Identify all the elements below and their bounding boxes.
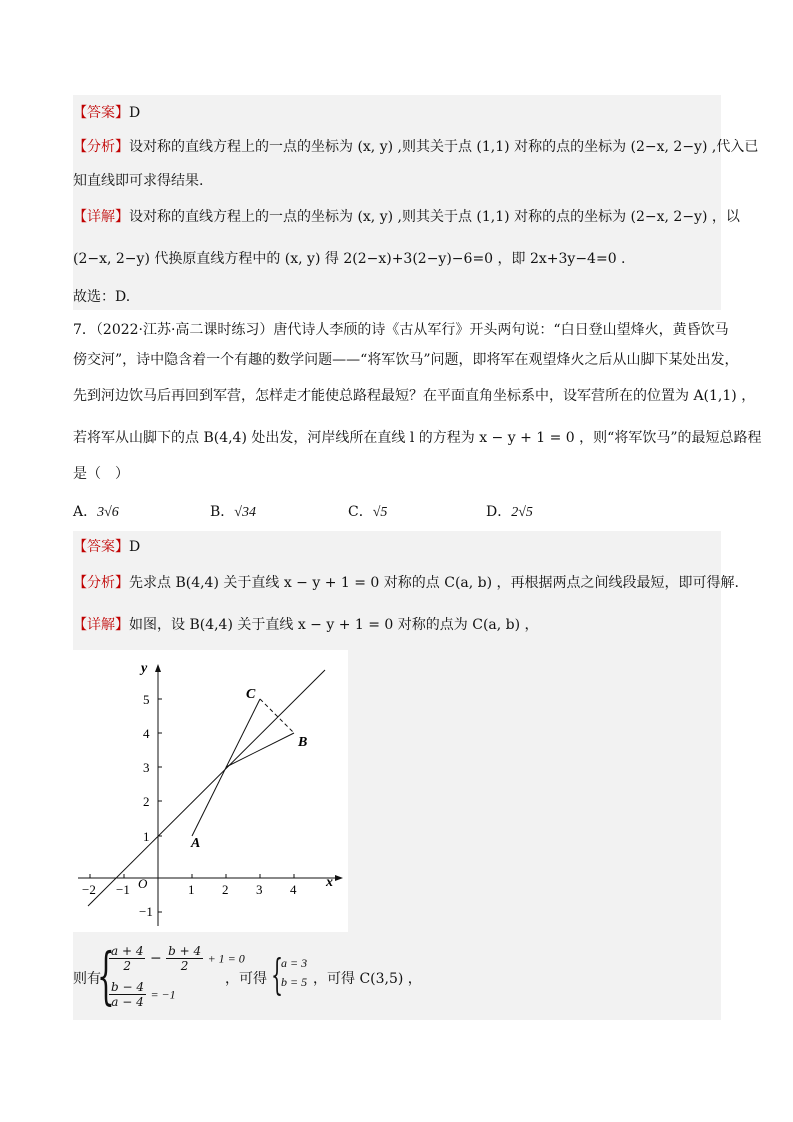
left-brace: { [97, 939, 115, 1012]
analysis-line-2 [73, 171, 203, 191]
solution-b: b = 5 [281, 975, 308, 989]
solution-a: a = 3 [281, 956, 308, 970]
analysis-text-1: 设对称的直线方程上的一点的坐标为 (x, y) ,则其关于点 (1,1) 对称的点的坐标为 (2−x, 2−y) ,代入已 [129, 139, 759, 155]
y-tick-label: 3 [143, 760, 150, 775]
analysis-text-2: 知直线即可求得结果. [73, 173, 204, 189]
system-prefix: 则有 [73, 971, 101, 987]
detail-text-b2: 如图，设 B(4,4) 关于直线 x − y + 1 = 0 对称的点为 C(a, b) ， [129, 617, 539, 633]
can-get-2: ，可得 C(3,5) ， [313, 971, 422, 987]
detail-tag-2: 【详解】 [73, 617, 129, 633]
x-tick-label: 1 [188, 882, 195, 897]
can-get-1: ，可得 [225, 971, 267, 987]
option-d [486, 502, 533, 523]
detail-tag: 【详解】 [73, 209, 129, 225]
y-tick-label: −1 [139, 904, 153, 919]
question-line-3: 先到河边饮马后再回到军营，怎样走才能使总路程最短？在平面直角坐标系中，设军营所在的位置为 A(1,1) ， [73, 388, 756, 404]
question-line-5: 是（ ） [73, 466, 129, 482]
x-axis-arrow-icon [335, 875, 343, 881]
option-c-value: √5 [372, 505, 388, 520]
analysis-tag: 【分析】 [73, 139, 129, 155]
y-tick-label: 4 [143, 726, 150, 741]
answer-tag: 【答案】 [73, 105, 129, 121]
option-d-label: D． [486, 504, 512, 520]
frac-b: $\frac{b + 4}{2}$ [168, 944, 202, 973]
point-c-label: C [246, 687, 256, 702]
answer-value-2: D [129, 539, 141, 555]
y-axis-arrow-icon [155, 664, 161, 672]
segment-pb [226, 733, 294, 767]
solution-block-1 [73, 95, 759, 310]
detail-line-1 [73, 207, 740, 227]
solution-values [281, 954, 307, 992]
frac-a: $\frac{a + 4}{2}$ [111, 944, 144, 973]
option-b [210, 502, 256, 523]
option-c [348, 502, 387, 523]
question-line-1: 7．（2022·江苏·高二课时练习）唐代诗人李颀的诗《古从军行》开头两句说：“白日登山望烽火，黄昏饮马 [73, 322, 729, 338]
conclusion-text: 故选：D. [73, 289, 131, 305]
x-axis-label: x [326, 875, 333, 890]
x-tick-label: 4 [290, 882, 297, 897]
detail-text-2: (2−x, 2−y) 代换原直线方程中的 (x, y) 得 2(2−x)+3(2−y)−6=0 ，即 2x+3y−4=0 . [73, 251, 626, 267]
eq1-minus: − [149, 950, 162, 967]
solution-brace: { [271, 950, 284, 999]
answer-line-2 [73, 537, 140, 557]
segment-ac [192, 699, 260, 836]
x-tick-label: −1 [116, 882, 130, 897]
option-c-label: C． [348, 504, 373, 520]
coordinate-figure-svg [73, 650, 348, 932]
y-tick-label: 2 [143, 794, 150, 809]
x-tick-label: −2 [82, 882, 96, 897]
x-tick-label: 2 [222, 882, 229, 897]
detail-text-1: 设对称的直线方程上的一点的坐标为 (x, y) ,则其关于点 (1,1) 对称的点的坐标为 (2−x, 2−y) ，以 [129, 209, 740, 225]
analysis-line-b2 [73, 573, 739, 593]
answer-line [73, 103, 140, 123]
answer-tag-2: 【答案】 [73, 539, 129, 555]
equation-2 [109, 980, 176, 1009]
y-axis-label: y [141, 661, 148, 676]
eq2-tail: = −1 [150, 987, 176, 1002]
detail-line-2 [73, 249, 626, 269]
option-d-value: 2√5 [511, 505, 533, 520]
option-b-value: √34 [234, 505, 256, 520]
question-line-4: 若将军从山脚下的点 B(4,4) 处出发，河岸线所在直线 l 的方程为 x − y + 1 = 0 ，则“将军饮马”的最短总路程 [73, 430, 762, 446]
analysis-line-1 [73, 137, 758, 157]
line-l [88, 670, 325, 906]
option-a-label: A． [73, 504, 98, 520]
detail-line-b2 [73, 615, 539, 635]
option-b-label: B． [210, 504, 235, 520]
frac-slope: $\frac{b - 4}{a - 4}$ [111, 980, 144, 1009]
segment-cb-dashed [260, 699, 294, 733]
point-a-label: A [191, 836, 201, 851]
origin-label: O [138, 876, 148, 891]
answer-value: D [129, 105, 141, 121]
analysis-text-b2: 先求点 B(4,4) 关于直线 x − y + 1 = 0 对称的点 C(a, b) ，再根据两点之间线段最短，即可得解. [129, 575, 739, 591]
x-tick-label: 3 [256, 882, 263, 897]
analysis-tag-2: 【分析】 [73, 575, 129, 591]
eq1-tail: + 1 = 0 [207, 951, 245, 966]
coordinate-figure [73, 650, 348, 932]
conclusion-line [73, 287, 130, 307]
y-tick-label: 1 [143, 829, 150, 844]
point-b-label: B [298, 735, 308, 750]
equation-system [73, 939, 721, 1016]
question-line-2: 傍交河”，诗中隐含着一个有趣的数学问题——“将军饮马”问题，即将军在观望烽火之后从山脚下某处出发， [73, 352, 739, 368]
option-a-value: 3√6 [97, 505, 119, 520]
option-a [73, 502, 119, 523]
y-tick-label: 5 [143, 692, 150, 707]
